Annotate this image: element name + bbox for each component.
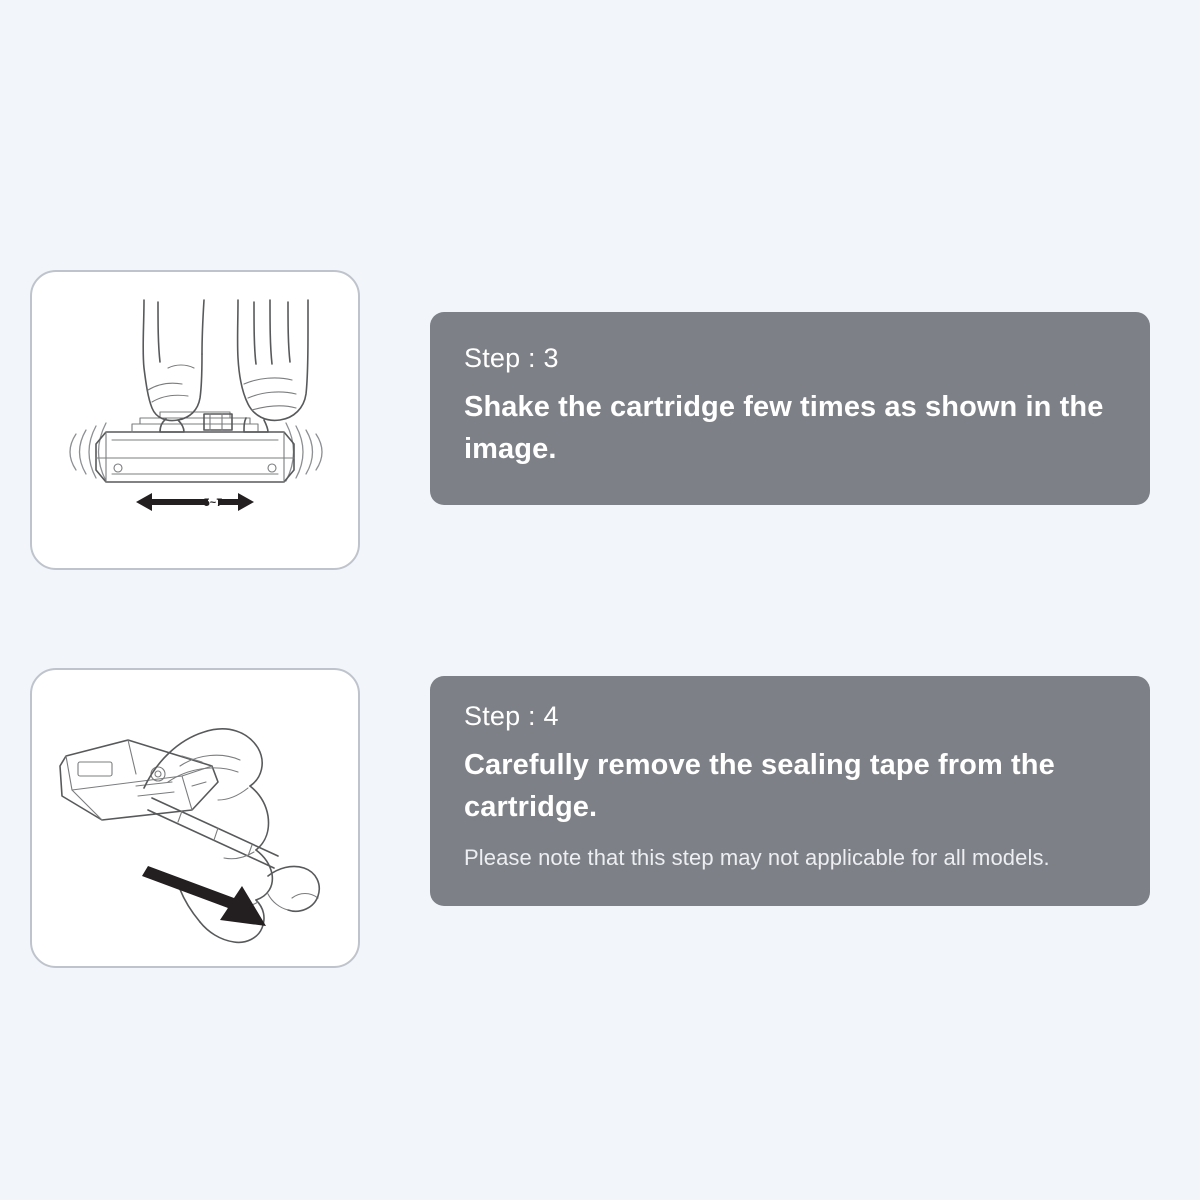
pull-direction-arrow — [142, 866, 266, 926]
motion-lines-left — [70, 423, 106, 481]
shake-count-label: 5~7 — [203, 497, 223, 509]
illustration-card-shake-cartridge — [30, 270, 360, 570]
sealing-tape-strip — [148, 798, 278, 868]
step3-label: Step : 3 — [464, 343, 559, 373]
hands-shaking-toner-cartridge-illustration — [32, 272, 358, 568]
step4-title: Carefully remove the sealing tape from the cartridge. — [464, 749, 1055, 824]
step-row-step3 — [30, 270, 1150, 570]
step4-text-panel — [430, 676, 1150, 906]
step-row-step4 — [30, 668, 1150, 968]
step4-note: Please note that this step may not applicable for all models. — [464, 844, 1050, 870]
illustration-card-remove-sealing-tape — [30, 668, 360, 968]
cartridge-grip-tab — [204, 414, 232, 430]
hand-pulling-sealing-tape-illustration — [32, 670, 358, 966]
step3-text-panel — [430, 312, 1150, 505]
step3-title: Shake the cartridge few times as shown in the image. — [464, 391, 1104, 466]
step4-label: Step : 4 — [464, 701, 559, 731]
toner-cartridge-left — [60, 740, 218, 820]
toner-cartridge-body — [96, 412, 294, 482]
right-hand — [238, 300, 308, 432]
shake-distance-arrow — [136, 493, 254, 511]
